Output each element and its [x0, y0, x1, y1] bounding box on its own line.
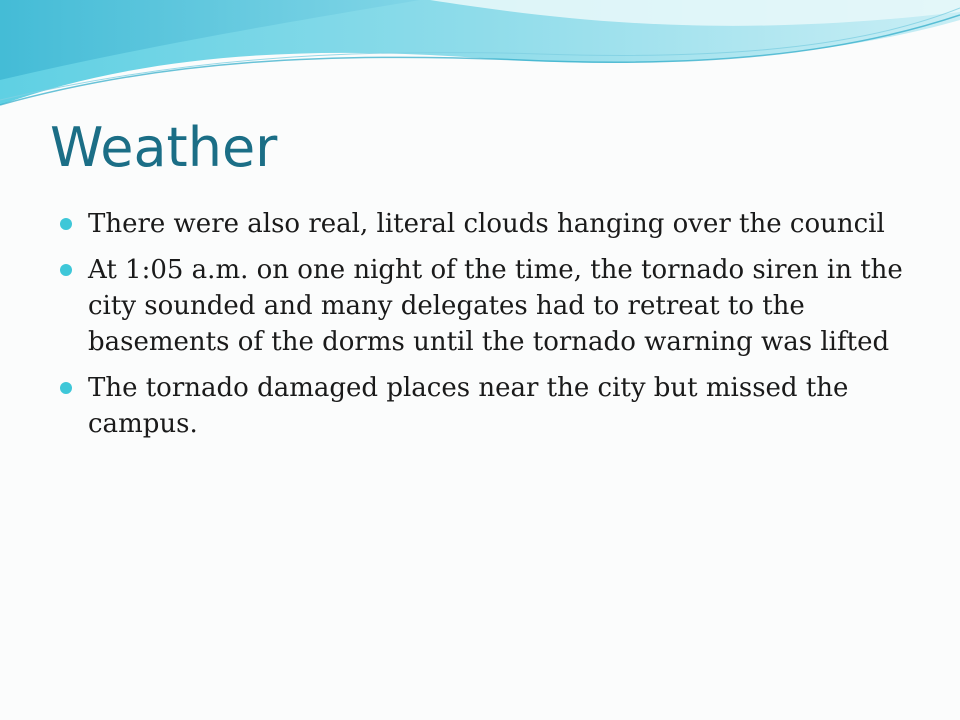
bullet-text: The tornado damaged places near the city but missed the campus.	[88, 373, 849, 439]
bullet-text: At 1:05 a.m. on one night of the time, the tornado siren in the city sounded and many delegates had to retreat to the basements of the dorms until the tornado warning was lifted	[88, 255, 903, 357]
bullet-item	[60, 370, 910, 442]
bullet-dot-icon	[60, 218, 72, 230]
decorative-wave-header	[0, 0, 960, 120]
bullet-dot-icon	[60, 382, 72, 394]
bullet-dot-icon	[60, 264, 72, 276]
bullet-list	[60, 206, 910, 452]
bullet-item	[60, 252, 910, 360]
bullet-item	[60, 206, 910, 242]
slide-title: Weather	[50, 116, 278, 179]
bullet-text: There were also real, literal clouds hanging over the council	[88, 209, 885, 239]
